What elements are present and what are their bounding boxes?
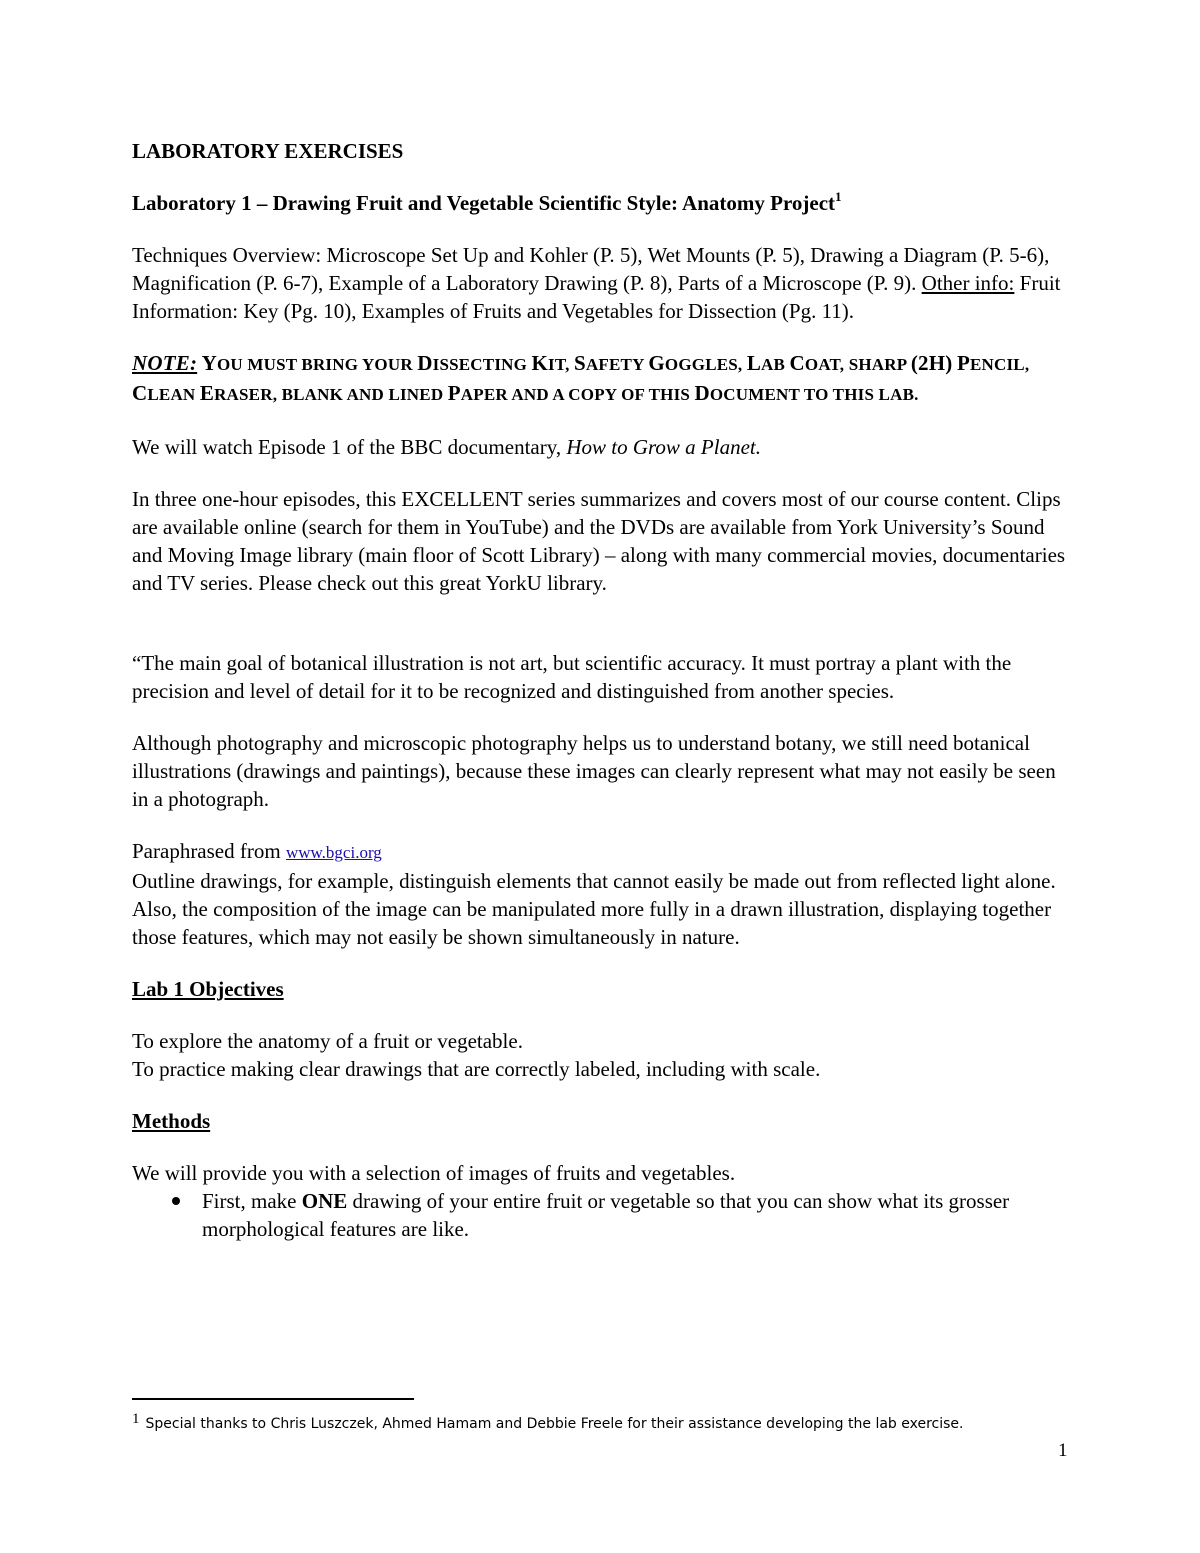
bgci-link[interactable]: www.bgci.org <box>285 843 382 862</box>
objective-item: To practice making clear drawings that are correctly labeled, including with scale. <box>132 1057 821 1081</box>
bullet-text-after: drawing of your entire fruit or vegetable so that you can show what its grosser morphological features are like. <box>202 1189 1010 1241</box>
objective-item: To explore the anatomy of a fruit or vegetable. <box>132 1029 523 1053</box>
note-label: NOTE: <box>132 351 198 375</box>
bullet-icon <box>172 1197 180 1205</box>
list-item <box>132 1187 1072 1243</box>
techniques-overview <box>132 241 1072 325</box>
footnote <box>132 1411 1092 1434</box>
paraphrased-line <box>132 837 1072 867</box>
lab-title <box>132 189 1072 217</box>
document-heading: LABORATORY EXERCISES <box>132 139 404 163</box>
other-info-label: Other info: <box>921 271 1015 295</box>
watch-text: We will watch Episode 1 of the BBC documentary, <box>132 435 567 459</box>
footnote-separator <box>132 1398 414 1400</box>
lab-title-text: Laboratory 1 – Drawing Fruit and Vegetable Scientific Style: Anatomy Project <box>132 191 836 215</box>
page-number: 1 <box>1058 1440 1068 1461</box>
quote-paragraph-1: “The main goal of botanical illustration is not art, but scientific accuracy. It must portray a plant with the precision and level of detail for it to be recognized and distinguished from another species. <box>132 651 1012 703</box>
note-paragraph <box>132 349 1072 409</box>
note-text: YOU MUST BRING YOUR DISSECTING KIT, SAFETY GOGGLES, LAB COAT, SHARP (2H) PENCIL, CLEAN ERASER, BLANK AND LINED PAPER AND A COPY OF THIS DOCUMENT TO THIS LAB. <box>132 351 1030 405</box>
methods-heading: Methods <box>132 1109 211 1133</box>
footnote-number: 1 <box>132 1411 140 1427</box>
watch-paragraph <box>132 433 1072 461</box>
outline-paragraph: Outline drawings, for example, distinguish elements that cannot easily be made out from reflected light alone. Also, the composition of the image can be manipulated more fully in a drawn illustration, displaying together those features, which may not easily be shown simultaneously in nature. <box>132 869 1056 949</box>
techniques-text: Techniques Overview: Microscope Set Up and Kohler (P. 5), Wet Mounts (P. 5), Drawing a Diagram (P. 5-6), Magnification (P. 6-7), Example of a Laboratory Drawing (P. 8), Parts of a Microscope (P. 9). <box>132 243 1050 295</box>
documentary-title: How to Grow a Planet. <box>566 435 761 459</box>
methods-intro: We will provide you with a selection of images of fruits and vegetables. <box>132 1161 736 1185</box>
methods-list <box>132 1187 1072 1243</box>
paraphrased-label: Paraphrased from <box>132 839 286 863</box>
quote-paragraph-2: Although photography and microscopic photography helps us to understand botany, we still need botanical illustrations (drawings and paintings), because these images can clearly represent what may not easily be seen in a photograph. <box>132 731 1056 811</box>
series-paragraph: In three one-hour episodes, this EXCELLENT series summarizes and covers most of our course content. Clips are available online (search for them in YouTube) and the DVDs are available from York University’s Sound and Moving Image library (main floor of Scott Library) – along with many commercial movies, documentaries and TV series. Please check out this great YorkU library. <box>132 487 1066 595</box>
bullet-emphasis: ONE <box>301 1189 348 1213</box>
footnote-ref[interactable]: 1 <box>835 189 842 204</box>
footnote-text: Special thanks to Chris Luszczek, Ahmed Hamam and Debbie Freele for their assistance developing the lab exercise. <box>145 1416 964 1432</box>
document-page <box>132 137 1072 1243</box>
objectives-heading: Lab 1 Objectives <box>132 977 284 1001</box>
other-info-text: Fruit Information: Key (Pg. 10), Examples of Fruits and Vegetables for Dissection (Pg. 11). <box>132 271 1061 323</box>
bullet-text-before: First, make <box>202 1189 302 1213</box>
